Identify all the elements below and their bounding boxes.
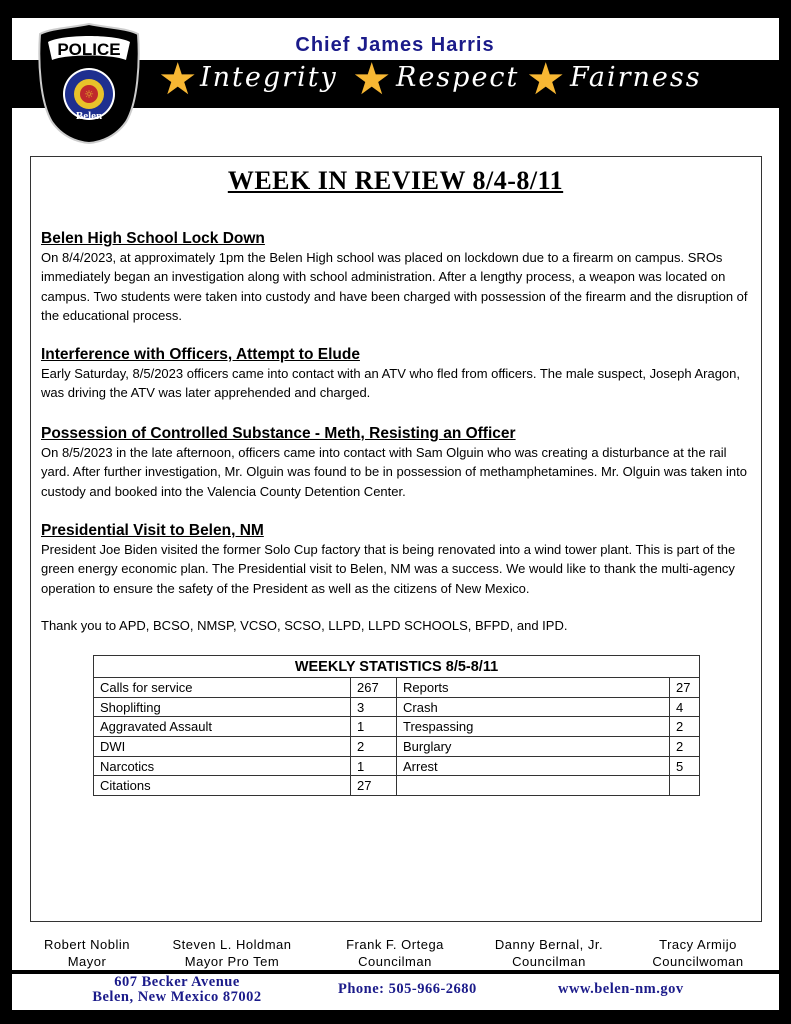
council-member [330,936,460,970]
stat-value: 267 [351,678,397,698]
section-body: President Joe Biden visited the former Solo Cup factory that is being renovated into a wind tower plant. This is part of the green energy economic plan. The Presidential visit to Belen, NM was a success. We would like to thank the multi-agency operation to ensure the safety of the President as well as the citizens of New Mexico. [41,542,736,596]
stat-label: Burglary [397,737,670,757]
council-role: Mayor [67,954,107,969]
stat-label: Trespassing [397,717,670,737]
council-name: Frank F. Ortega [346,937,444,952]
stat-value: 1 [351,756,397,776]
stat-value: 3 [351,697,397,717]
stat-value [670,776,700,796]
council-member [158,936,306,970]
stat-label: Shoplifting [94,697,351,717]
council-name: Robert Noblin [44,937,130,952]
stat-value: 2 [351,737,397,757]
weekly-statistics-table [93,655,700,796]
table-row [94,717,700,737]
address-line-1: 607 Becker Avenue [114,974,240,990]
table-row [94,776,700,796]
chief-name: Chief James Harris [295,34,495,56]
council-name: Danny Bernal, Jr. [494,937,604,952]
section-interference [41,345,756,403]
council-member [478,936,620,970]
stat-value: 1 [351,717,397,737]
footer-phone: Phone: 505-966-2680 [338,981,477,997]
table-title: WEEKLY STATISTICS 8/5-8/11 [94,656,700,678]
section-controlled-substance [41,424,756,501]
stat-label [397,776,670,796]
section-heading: Interference with Officers, Attempt to Elude [41,346,360,363]
police-badge-logo [38,22,140,144]
motto-fairness: Fairness [570,62,702,93]
table-row [94,697,700,717]
stat-value: 5 [670,756,700,776]
stat-label: Citations [94,776,351,796]
section-presidential-visit [41,521,756,598]
star-icon: ★ [526,54,566,105]
section-lockdown [41,229,756,325]
council-role: Councilman [358,954,432,969]
section-body: On 8/4/2023, at approximately 1pm the Belen High school was placed on lockdown due to a firearm on campus. SROs immediately began an investigation along with school administration. After a lengthy process, a weapon was located on campus. Two students were taken into custody and have been charged with possession of the firearm and the disruption of the educational process. [41,250,748,323]
badge-bottom-text: Belen [75,110,103,122]
council-role: Councilman [512,954,586,969]
motto-respect: Respect [396,62,520,93]
section-body: On 8/5/2023 in the late afternoon, officers came into contact with Sam Olguin who was creating a disturbance at the rail yard. After further investigation, Mr. Olguin was found to be in possession of methamphetamines. Mr. Olguin was taken into custody and booked into the Valencia County Detention Center. [41,445,747,499]
star-icon: ★ [352,54,392,105]
footer-website-link[interactable]: www.belen-nm.gov [558,981,684,997]
council-name: Tracy Armijo [659,937,737,952]
page-title: WEEK IN REVIEW 8/4-8/11 [227,166,564,195]
svg-text:☼: ☼ [84,88,94,101]
stat-value: 4 [670,697,700,717]
stat-label: Crash [397,697,670,717]
footer-address [62,975,292,1005]
address-line-2: Belen, New Mexico 87002 [92,989,262,1005]
council-member [636,936,760,970]
thanks-note: Thank you to APD, BCSO, NMSP, VCSO, SCSO, LLPD, LLPD SCHOOLS, BFPD, and IPD. [41,618,568,633]
section-heading: Possession of Controlled Substance - Meth, Resisting an Officer [41,425,516,442]
table-row [94,678,700,698]
section-body: Early Saturday, 8/5/2023 officers came into contact with an ATV who fled from officers. The male suspect, Joseph Aragon, was driving the ATV was later apprehended and charged. [41,366,740,401]
stat-label: Arrest [397,756,670,776]
council-role: Mayor Pro Tem [184,954,280,969]
stat-value: 2 [670,717,700,737]
stat-label: Calls for service [94,678,351,698]
council-role: Councilwoman [652,954,744,969]
motto-integrity: Integrity [200,62,338,93]
stat-value: 27 [670,678,700,698]
table-row [94,737,700,757]
table-row [94,756,700,776]
stat-label: Aggravated Assault [94,717,351,737]
stat-label: DWI [94,737,351,757]
stat-value: 2 [670,737,700,757]
section-heading: Presidential Visit to Belen, NM [41,522,264,539]
badge-top-text: POLICE [57,40,121,59]
stat-value: 27 [351,776,397,796]
stat-label: Narcotics [94,756,351,776]
stat-label: Reports [397,678,670,698]
section-heading: Belen High School Lock Down [41,230,265,247]
star-icon: ★ [158,54,198,105]
council-name: Steven L. Holdman [172,937,292,952]
council-member [30,936,144,970]
